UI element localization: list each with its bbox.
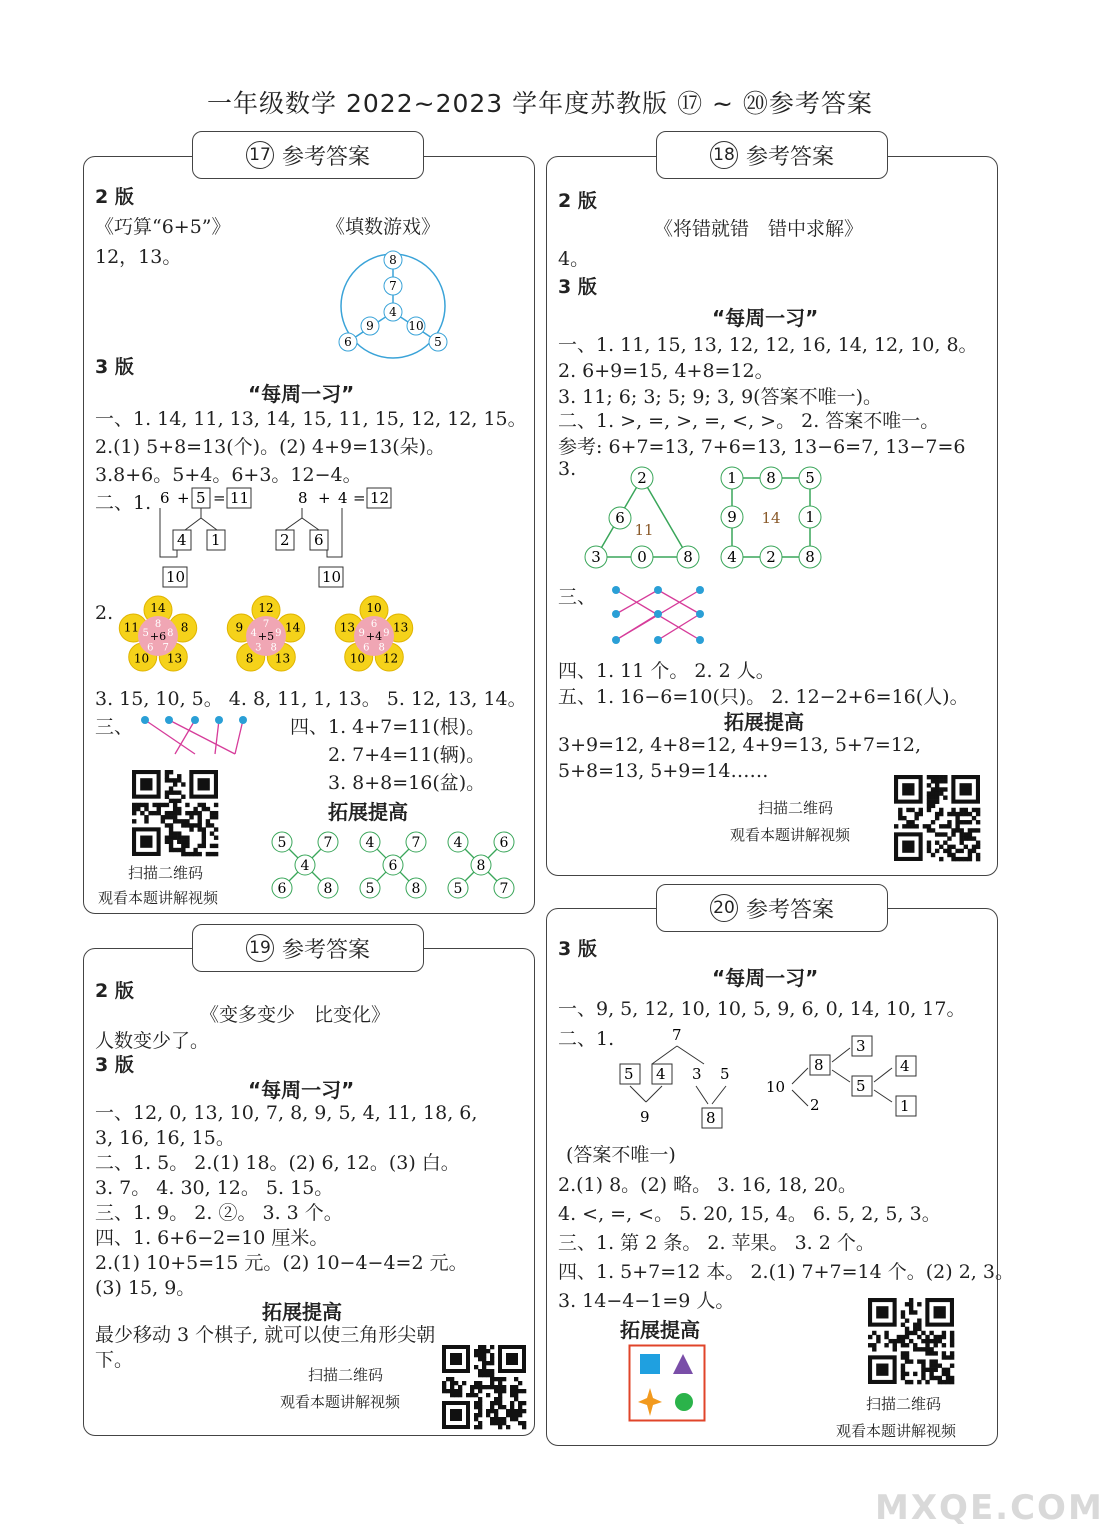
x-number: 6 [499,835,509,851]
answer-line: 四、1. 4+7=11(根)。 [290,716,486,738]
svg-text:4: 4 [656,1065,666,1083]
answer-line: 下。 [95,1349,134,1371]
flower-puzzles [120,594,440,680]
answer-line: 3. 7。 4. 30, 12。 5. 15。 [95,1177,334,1199]
svg-text:0: 0 [637,548,647,566]
flower-inner-number: 8 [270,642,277,654]
flower-inner-number: 4 [250,627,257,639]
flower-inner-number: 7 [262,619,270,630]
svg-text:=: = [213,489,226,507]
flower-puzzle [119,596,196,671]
svg-text:6: 6 [160,489,170,507]
flower-outer-number: 14 [284,620,301,635]
answer-line: 一、9, 5, 12, 10, 10, 5, 9, 6, 0, 14, 10, 17。 [558,998,966,1020]
qr-caption: 观看本题讲解视频 [280,1393,401,1411]
svg-text:8: 8 [766,469,776,487]
answer-line: 三、1. 第 2 条。 2. 苹果。 3. 2 个。 [558,1232,875,1254]
svg-text:3: 3 [692,1065,702,1083]
flower-outer-number: 13 [392,620,409,635]
star-shape [638,1388,662,1416]
answer-line: 一、12, 0, 13, 10, 7, 8, 9, 5, 4, 11, 18, 6, [95,1102,478,1124]
flower-outer-number: 12 [382,651,399,666]
svg-text:8: 8 [814,1056,824,1074]
flower-puzzle [335,596,412,671]
svg-text:6: 6 [314,531,324,549]
svg-text:3: 3 [856,1037,866,1055]
x-number: 8 [411,881,421,897]
qr-caption: 扫描二维码 [758,799,834,817]
svg-text:7: 7 [672,1026,682,1044]
flower-center: +5 [257,630,275,643]
svg-text:8: 8 [805,548,815,566]
section-heading: “每周一习” [712,966,819,990]
answer-line: (答案不唯一) [566,1144,676,1166]
qr-caption: 扫描二维码 [128,864,204,882]
flower-inner-number: 9 [383,627,390,639]
answer-line: 2. [95,602,114,624]
version-label: 3 版 [558,276,597,298]
qr-caption: 扫描二维码 [866,1395,942,1413]
svg-text:8: 8 [683,548,693,566]
svg-text:4: 4 [900,1057,910,1075]
answer-line: 四、1. 6+6−2=10 厘米。 [95,1227,329,1249]
svg-text:+: + [318,489,331,507]
flower-inner-number: 9 [358,627,365,639]
triangle-square-puzzles [580,462,830,574]
flower-inner-number: 6 [370,619,378,630]
panel-18-tab [656,131,888,179]
panel-20-tab [656,884,888,932]
answer-line: 2.(1) 5+8=13(个)。(2) 4+9=13(朵)。 [95,436,446,458]
answer-line: 12，13。 [95,246,182,268]
answer-line: 人数变少了。 [95,1030,210,1052]
x-number: 7 [499,881,509,897]
answer-line: 四、1. 5+7=12 本。 2.(1) 7+7=14 个。(2) 2, 3。 [558,1261,1014,1283]
flower-inner-number: 3 [255,642,262,654]
answer-line: (3) 15, 9。 [95,1277,196,1299]
answer-line: 三、 [558,586,597,608]
answer-line: 一、1. 14, 11, 13, 14, 15, 11, 15, 12, 12, 15。 [95,408,527,430]
circled-number: 17 [246,141,274,169]
svg-text:2: 2 [766,548,776,566]
x-number-puzzles [265,830,525,900]
flower-outer-number: 14 [150,601,166,615]
flower-outer-number: 12 [258,601,274,615]
matching-lines-diagram [608,584,712,648]
flower-outer-number: 11 [123,620,140,635]
flower-outer-number: 8 [245,651,254,666]
flower-inner-number: 7 [162,642,169,654]
x-number: 6 [277,881,287,897]
x-number: 5 [453,881,463,897]
answer-line: 五、1. 16−6=10(只)。 2. 12−2+6=16(人)。 [558,686,969,708]
svg-text:4: 4 [177,531,187,549]
answer-line: 3, 16, 16, 15。 [95,1127,235,1149]
tab-label: 参考答案 [745,897,834,923]
svg-text:6: 6 [615,509,625,527]
subsection-title: 《巧算“6+5”》 [95,216,231,238]
svg-text:10: 10 [766,1078,786,1096]
version-label: 3 版 [95,1054,134,1076]
x-number: 5 [365,881,375,897]
qr-code[interactable] [868,1298,954,1384]
answer-line: 三、1. 9。 2. ②。 3. 3 个。 [95,1202,343,1224]
x-number: 7 [323,835,333,851]
svg-text:4: 4 [727,548,737,566]
flower-inner-number: 6 [363,642,370,654]
answer-line: 4. <, =, <。 5. 20, 15, 4。 6. 5, 2, 5, 3。 [558,1203,941,1225]
page-title: 一年级数学 2022~2023 学年度苏教版 ⑰ ~ ⑳参考答案 [207,89,873,118]
section-heading: “每周一习” [248,382,355,406]
flower-outer-number: 10 [133,651,150,666]
decomposition-diagram [155,485,405,590]
svg-text:8: 8 [298,489,308,507]
flower-inner-number: 8 [378,642,385,654]
svg-text:+: + [177,489,190,507]
wheel-number: 5 [434,335,442,349]
flower-outer-number: 10 [349,651,366,666]
x-number: 8 [476,858,486,874]
section-heading: 拓展提高 [262,1300,342,1324]
flower-inner-number: 9 [275,627,282,639]
qr-caption: 观看本题讲解视频 [836,1422,957,1440]
tab-label: 参考答案 [281,144,370,170]
version-label: 2 版 [558,190,597,212]
svg-text:5: 5 [624,1065,634,1083]
circled-number: 18 [710,141,738,169]
subsection-title: 《将错就错 错中求解》 [654,218,864,240]
svg-text:10: 10 [166,568,186,586]
answer-line: 3. 15, 10, 5。 4. 8, 11, 1, 13。 5. 12, 13, 14。 [95,688,527,710]
svg-text:5: 5 [720,1065,730,1083]
section-heading: “每周一习” [712,306,819,330]
answer-line: 参考: 6+7=13, 7+6=13, 13−6=7, 13−7=6 [558,436,966,458]
answer-line: 三、 [95,716,134,738]
flower-outer-number: 9 [235,620,244,635]
svg-text:2: 2 [810,1096,820,1114]
answer-line: 2. 6+9=15, 4+8=12。 [558,360,774,382]
svg-text:2: 2 [637,469,647,487]
x-number: 4 [453,835,463,851]
answer-line: 最少移动 3 个棋子, 就可以使三角形尖朝 [95,1324,436,1346]
flower-outer-number: 13 [166,651,183,666]
answer-line: 3. 8+8=16(盆)。 [328,772,486,794]
svg-text:4: 4 [338,489,348,507]
x-number: 7 [411,835,421,851]
svg-text:9: 9 [640,1108,650,1126]
answer-line: 4。 [558,248,590,270]
svg-text:1: 1 [805,508,815,526]
answer-line: 3+9=12, 4+8=12, 4+9=13, 5+7=12, [558,734,922,756]
triangle-shape [673,1354,693,1374]
svg-text:5: 5 [856,1077,866,1095]
qr-code[interactable] [894,775,980,861]
svg-text:10: 10 [322,568,342,586]
svg-text:11: 11 [634,521,654,539]
wheel-number: 8 [389,253,397,267]
flower-outer-number: 8 [180,620,189,635]
flower-outer-number: 13 [274,651,291,666]
answer-line: 3.8+6。5+4。6+3。12−4。 [95,464,362,486]
section-heading: 拓展提高 [620,1318,700,1342]
flower-center: +6 [149,630,167,643]
svg-text:2: 2 [280,531,290,549]
flower-inner-number: 8 [154,619,162,630]
subsection-title: 《变多变少 比变化》 [200,1004,391,1026]
answer-line: 3. 14−4−1=9 人。 [558,1290,735,1312]
qr-caption: 扫描二维码 [308,1366,384,1384]
flower-outer-number: 13 [339,620,356,635]
svg-text:12: 12 [370,489,390,507]
flower-center: +4 [365,630,383,643]
qr-caption: 观看本题讲解视频 [98,889,219,907]
decomposition-diagram [612,1022,932,1130]
flower-inner-number: 6 [147,642,154,654]
svg-text:1: 1 [211,531,221,549]
x-number: 6 [388,858,398,874]
version-label: 3 版 [558,938,597,960]
wheel-number: 10 [408,319,424,333]
version-label: 2 版 [95,980,134,1002]
panel-17-tab [192,131,424,179]
answer-line: 二、1. >, =, >, =, <, >。 2. 答案不唯一。 [558,410,940,432]
wheel-number: 4 [389,305,397,319]
tab-label: 参考答案 [281,937,370,963]
answer-line: 2. 7+4=11(辆)。 [328,744,486,766]
wheel-number: 9 [366,319,374,333]
answer-line: 四、1. 11 个。 2. 2 人。 [558,660,775,682]
number-wheel-diagram [330,246,460,358]
svg-text:9: 9 [727,508,737,526]
qr-code[interactable] [132,770,218,856]
section-heading: 拓展提高 [328,800,408,824]
circle-shape [675,1393,693,1411]
matching-lines-diagram [135,712,260,760]
svg-text:5: 5 [196,489,206,507]
answer-line: 2.(1) 10+5=15 元。(2) 10−4−4=2 元。 [95,1252,468,1274]
version-label: 2 版 [95,186,134,208]
answer-line: 二、1. [558,1028,615,1050]
answer-line: 二、1. 5。 2.(1) 18。(2) 6, 12。(3) 白。 [95,1152,460,1174]
x-number: 4 [365,835,375,851]
svg-text:=: = [353,489,366,507]
x-number: 8 [323,881,333,897]
x-number: 5 [277,835,287,851]
version-label: 3 版 [95,356,134,378]
answer-line: 一、1. 11, 15, 13, 12, 12, 16, 14, 12, 10, 8。 [558,334,978,356]
tab-label: 参考答案 [745,144,834,170]
flower-inner-number: 5 [142,627,149,639]
answer-line: 2.(1) 8。(2) 略。 3. 16, 18, 20。 [558,1174,858,1196]
section-heading: “每周一习” [248,1078,355,1102]
shapes-answer [628,1344,706,1422]
square-shape [640,1354,660,1374]
qr-caption: 观看本题讲解视频 [730,826,851,844]
flower-puzzle [227,596,304,671]
svg-text:14: 14 [761,509,781,527]
circled-number: 20 [710,894,738,922]
answer-line: 3. 11; 6; 3; 5; 9; 3, 9(答案不唯一)。 [558,386,882,408]
panel-19-tab [192,924,424,972]
wheel-number: 6 [344,335,352,349]
x-number: 4 [300,858,310,874]
flower-outer-number: 10 [366,601,382,615]
answer-line: 3. [558,458,577,480]
answer-line: 5+8=13, 5+9=14…… [558,760,769,782]
svg-text:5: 5 [805,469,815,487]
qr-code[interactable] [442,1345,526,1429]
svg-text:1: 1 [900,1097,910,1115]
answer-line: 二、1. [95,492,152,514]
svg-text:3: 3 [591,548,601,566]
section-heading: 拓展提高 [724,710,804,734]
svg-text:11: 11 [230,489,250,507]
wheel-number: 7 [389,279,397,293]
svg-text:8: 8 [706,1109,716,1127]
circled-number: 19 [246,934,274,962]
subsection-title: 《填数游戏》 [326,216,441,238]
flower-inner-number: 8 [167,627,174,639]
watermark: MXQE.COM [875,1488,1104,1528]
svg-text:1: 1 [727,469,737,487]
